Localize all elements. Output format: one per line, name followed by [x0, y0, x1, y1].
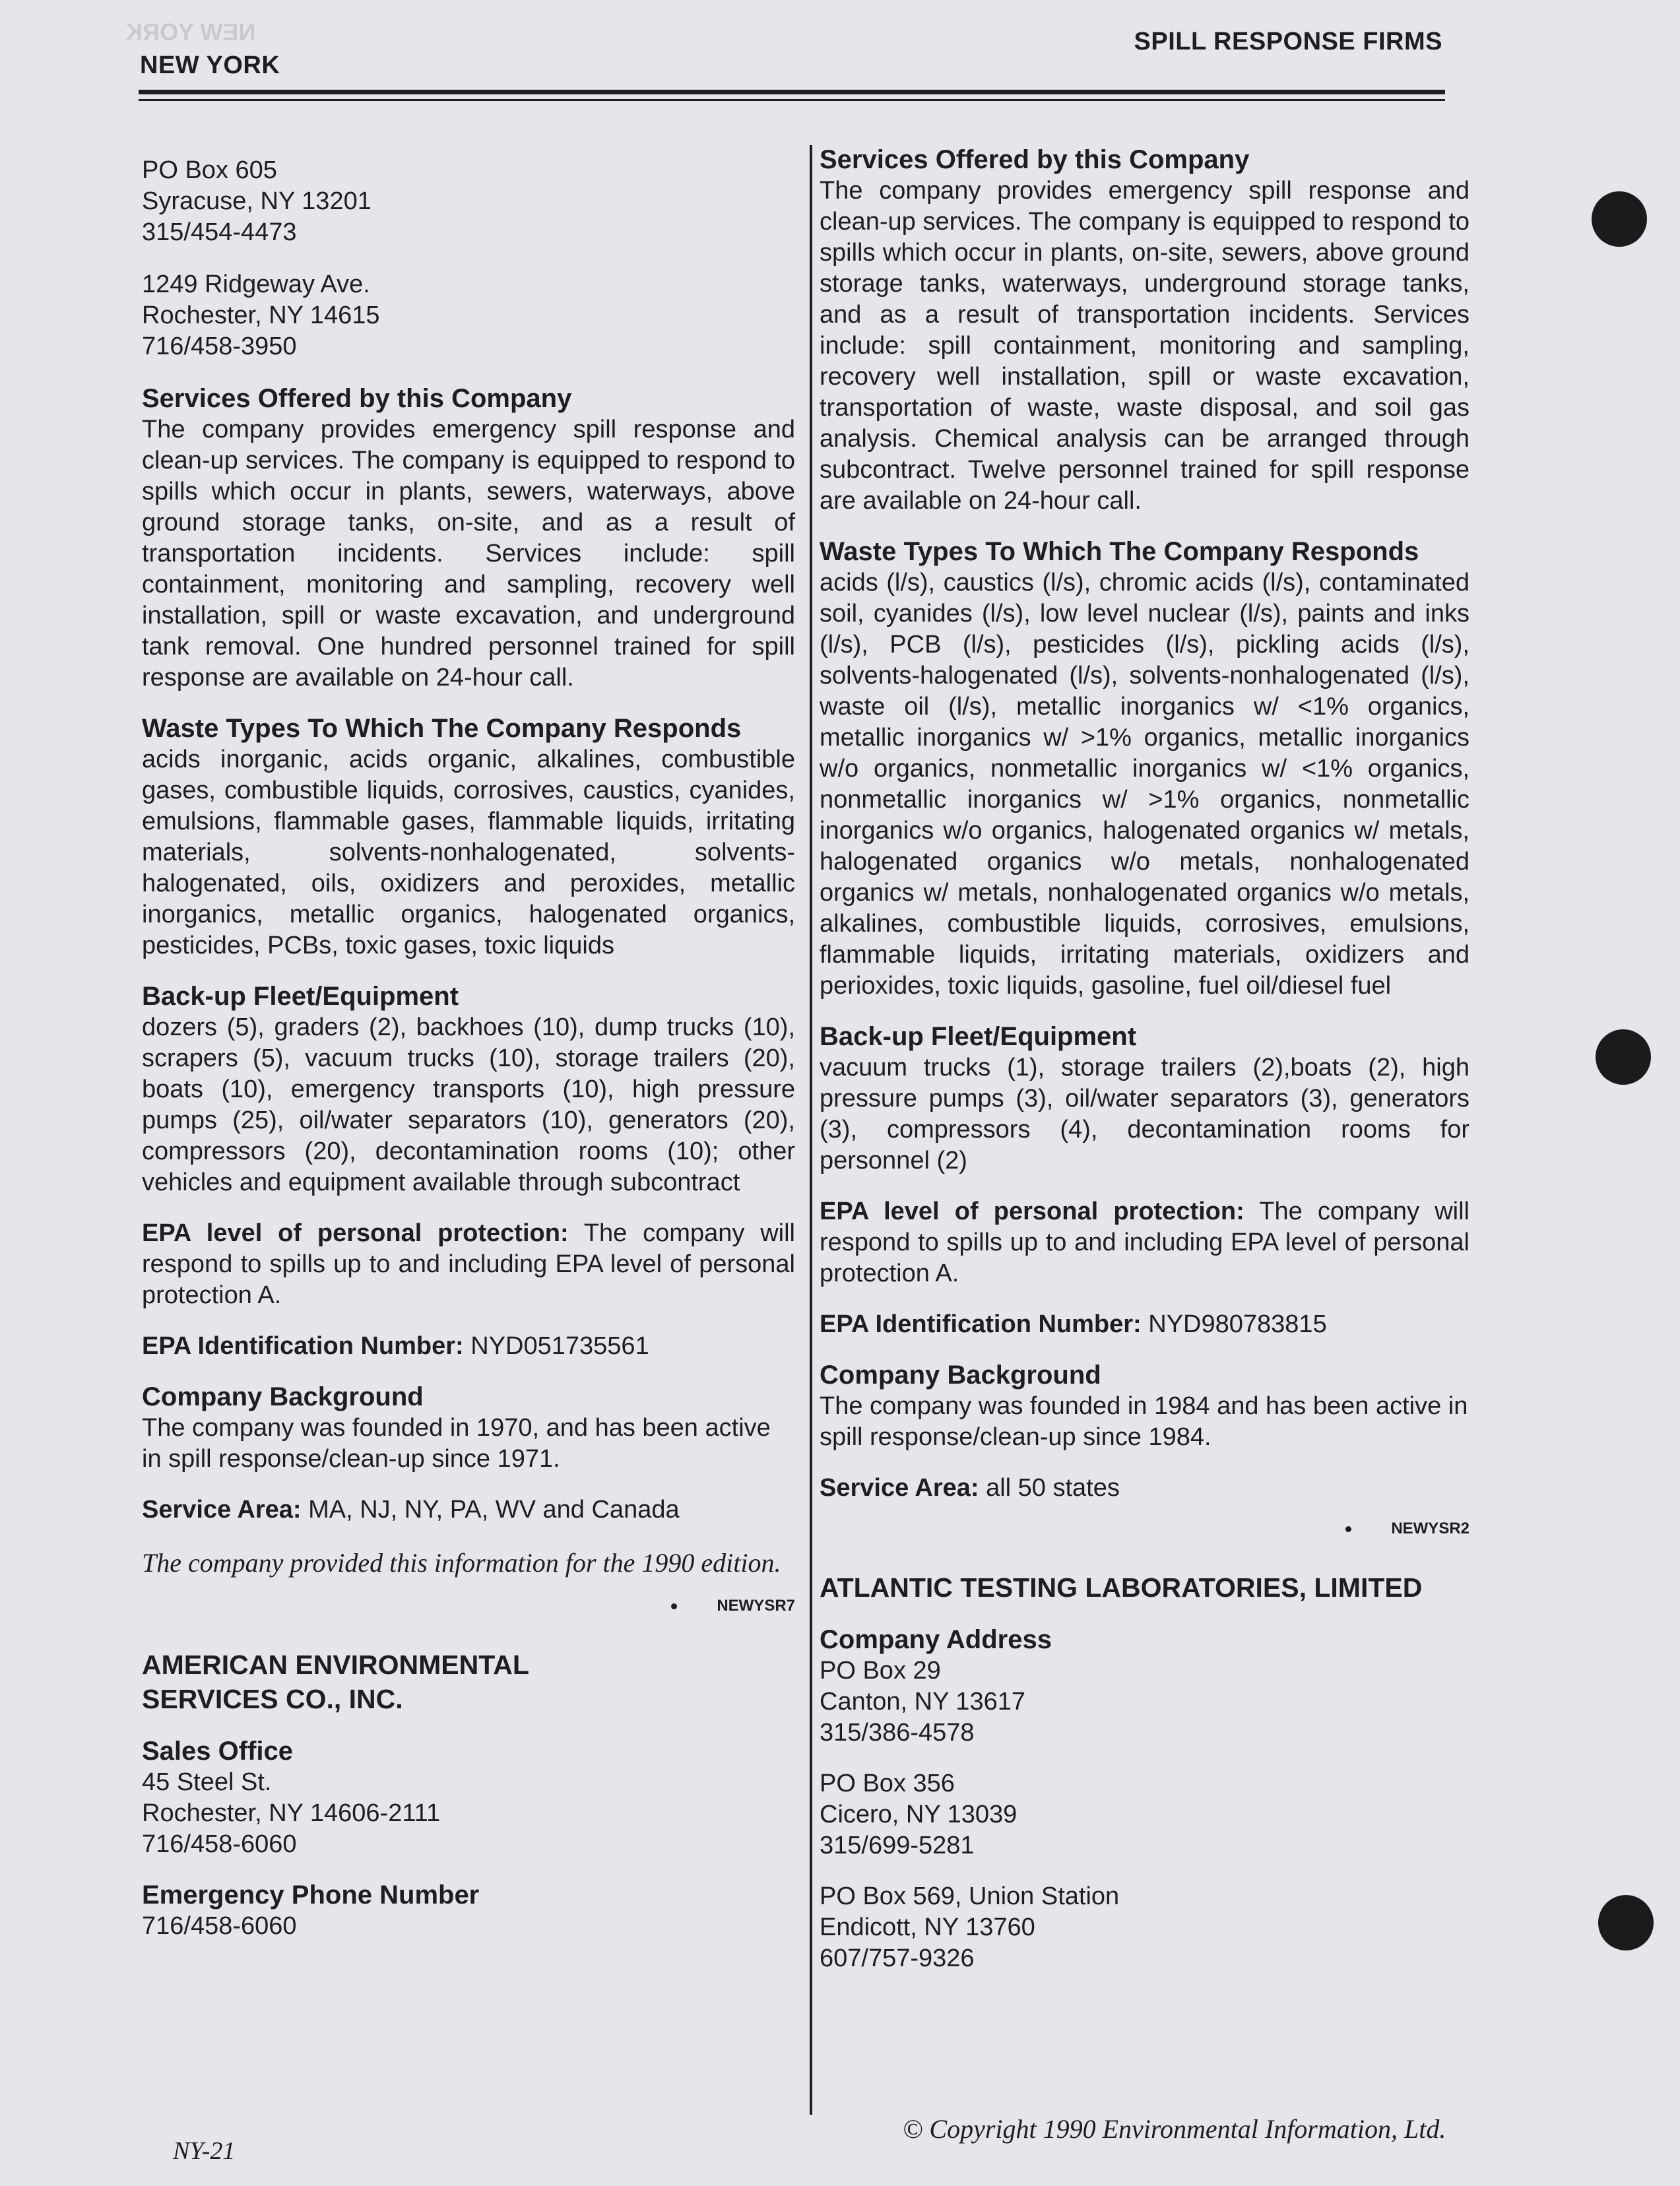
address-block [142, 269, 795, 362]
epa-level-section [142, 1218, 795, 1311]
background-section [142, 1382, 795, 1475]
emergency-phone-number: 716/458-6060 [142, 1912, 297, 1940]
waste-types-heading: Waste Types To Which The Company Responds [142, 714, 742, 743]
emergency-phone-section [142, 1880, 795, 1942]
record-code [820, 1513, 1470, 1544]
address-line: PO Box 356 [820, 1770, 955, 1797]
binder-hole-bottom [1598, 1895, 1654, 1950]
phone-number: 315/386-4578 [820, 1719, 975, 1747]
address-line: Syracuse, NY 13201 [142, 187, 372, 215]
header-rule-thick [139, 90, 1445, 94]
mirror-bleed-text: NEW YORK [125, 18, 256, 46]
background-text: The company was founded in 1984 and has been active in spill response/clean-up since 1984. [820, 1392, 1468, 1451]
services-text: The company provides emergency spill response and clean-up services. The company is equipped to respond to spills which occur in plants, on-site, sewers, above ground storage tanks, waterways, underground storage tanks, and as a result of transportation incidents. Services include: spill containment, monitoring and sampling, recovery well installation, spill or waste excavation, transportation of waste, waste disposal, and soil gas analysis. Chemical analysis can be arranged through subcontract. Twelve personnel trained for spill response are available on 24-hour call. [820, 177, 1470, 515]
epa-id-heading: EPA Identification Number: [142, 1332, 464, 1360]
header-section-title: SPILL RESPONSE FIRMS [1134, 28, 1442, 55]
right-column [820, 145, 1470, 1994]
sales-office-heading: Sales Office [142, 1737, 294, 1766]
address-line: Cicero, NY 13039 [820, 1801, 1018, 1828]
epa-level-heading: EPA level of personal protection: [142, 1219, 569, 1247]
bullet-dot [1345, 1526, 1351, 1532]
address-line: 45 Steel St. [142, 1768, 272, 1796]
epa-id-value: NYD051735561 [470, 1332, 649, 1360]
service-area-value: all 50 states [986, 1474, 1120, 1502]
background-heading: Company Background [142, 1382, 424, 1411]
services-section [142, 383, 795, 693]
address-line: Rochester, NY 14606-2111 [142, 1799, 441, 1827]
background-heading: Company Background [820, 1361, 1101, 1390]
address-block [820, 1881, 1470, 1974]
service-area-value: MA, NJ, NY, PA, WV and Canada [308, 1496, 680, 1524]
service-area-heading: Service Area: [142, 1496, 302, 1524]
firm-name-line: SERVICES CO., INC. [142, 1684, 403, 1714]
phone-number: 315/699-5281 [820, 1832, 975, 1859]
firm-name: ATLANTIC TESTING LABORATORIES, LIMITED [820, 1572, 1423, 1603]
firm-name-line: AMERICAN ENVIRONMENTAL [142, 1650, 529, 1680]
phone-number: 716/458-6060 [142, 1830, 297, 1858]
epa-id-value: NYD980783815 [1148, 1310, 1327, 1338]
epa-id-section [820, 1309, 1470, 1340]
fleet-section [142, 981, 795, 1198]
phone-number: 607/757-9326 [820, 1945, 975, 1972]
address-line: Canton, NY 13617 [820, 1688, 1025, 1716]
service-area-section [142, 1495, 795, 1526]
edition-note: The company provided this information for the 1990 edition. [142, 1548, 781, 1578]
services-heading: Services Offered by this Company [142, 384, 572, 413]
binder-hole-top [1592, 191, 1647, 247]
address-line: PO Box 29 [820, 1657, 941, 1685]
fleet-section [820, 1021, 1470, 1176]
fleet-heading: Back-up Fleet/Equipment [820, 1022, 1137, 1051]
services-text: The company provides emergency spill response and clean-up services. The company is equipped to respond to spills which occur in plants, sewers, waterways, above ground storage tanks, on-site, and as a result of transportation incidents. Services include: spill containment, monitoring and sampling, recovery well installation, spill or waste excavation, and underground tank removal. One hundred personnel trained for spill response are available on 24-hour call. [142, 416, 795, 691]
services-section [820, 145, 1470, 517]
epa-level-text: The company will respond to spills up to and including EPA level of personal protection A. [820, 1198, 1470, 1287]
address-line: PO Box 605 [142, 156, 277, 184]
emergency-phone-heading: Emergency Phone Number [142, 1881, 480, 1910]
address-block [142, 155, 795, 248]
company-address-heading: Company Address [820, 1625, 1052, 1654]
fleet-text: dozers (5), graders (2), backhoes (10), dump trucks (10), scrapers (5), vacuum trucks (10), storage trailers (20), boats (10), emergency transports (10), high pressure pumps (25), oil/water separators (10), generators (20), compressors (20), decontamination rooms (10); other vehicles and equipment available through subcontract [142, 1013, 795, 1196]
epa-id-section [142, 1331, 795, 1362]
copyright-notice: © Copyright 1990 Environmental Information, Ltd. [903, 2114, 1446, 2144]
address-line: Rochester, NY 14615 [142, 302, 380, 329]
fleet-heading: Back-up Fleet/Equipment [142, 982, 459, 1011]
phone-number: 716/458-3950 [142, 333, 297, 360]
address-line: Endicott, NY 13760 [820, 1913, 1035, 1941]
address-block [820, 1768, 1470, 1861]
background-text: The company was founded in 1970, and has been active in spill response/clean-up since 1971. [142, 1414, 771, 1473]
fleet-text: vacuum trucks (1), storage trailers (2),boats (2), high pressure pumps (3), oil/water separators (3), generators (3), compressors (4), decontamination rooms for personnel (2) [820, 1054, 1470, 1174]
service-area-heading: Service Area: [820, 1474, 979, 1502]
services-heading: Services Offered by this Company [820, 145, 1250, 174]
waste-types-text: acids (l/s), caustics (l/s), chromic acids (l/s), contaminated soil, cyanides (l/s), low level nuclear (l/s), paints and inks (l/s), PCB (l/s), pesticides (l/s), pickling acids (l/s), solvents-halogenated (l/s), solvents-nonhalogenated (l/s), waste oil (l/s), metallic inorganics w/ <1% organics, metallic inorganics w/ >1% organics, metallic inorganics w/o organics, nonmetallic inorganics w/ <1% organics, nonmetallic inorganics w/ >1% organics, nonmetallic inorganics w/o organics, halogenated organics w/ metals, halogenated organics w/o metals, nonhalogenated organics w/ metals, nonhalogenated organics w/o metals, alkalines, combustible liquids, corrosives, emulsions, flammable liquids, irritating materials, oxidizers and perioxides, toxic liquids, gasoline, fuel oil/diesel fuel [820, 569, 1470, 1000]
record-code-text: NEWYSR2 [1391, 1520, 1470, 1537]
waste-types-section [820, 536, 1470, 1002]
epa-level-section [820, 1196, 1470, 1289]
service-area-section [820, 1473, 1470, 1504]
sales-office-section [142, 1736, 795, 1860]
header-state: NEW YORK [140, 51, 280, 79]
address-line: 1249 Ridgeway Ave. [142, 271, 370, 298]
record-code-text: NEWYSR7 [717, 1597, 795, 1615]
binder-hole-middle [1596, 1029, 1651, 1085]
company-address-section [820, 1624, 1470, 1749]
header-rule-thin [139, 99, 1445, 101]
firm-name [142, 1648, 795, 1716]
column-divider [810, 145, 812, 2115]
left-column [142, 155, 795, 1962]
address-line: PO Box 569, Union Station [820, 1882, 1120, 1910]
page-number: NY-21 [173, 2137, 236, 2165]
waste-types-section [142, 713, 795, 961]
epa-level-text: The company will respond to spills up to and including EPA level of personal protection A. [142, 1219, 796, 1309]
bullet-dot [671, 1603, 677, 1609]
record-code [142, 1590, 795, 1621]
waste-types-text: acids inorganic, acids organic, alkalines, combustible gases, combustible liquids, corrosives, caustics, cyanides, emulsions, flammable gases, flammable liquids, irritating materials, solvents-nonhalogenated, solvents-halogenated, oils, oxidizers and peroxides, metallic inorganics, metallic organics, halogenated organics, pesticides, PCBs, toxic gases, toxic liquids [142, 746, 795, 959]
background-section [820, 1360, 1470, 1453]
waste-types-heading: Waste Types To Which The Company Responds [820, 537, 1419, 566]
epa-id-heading: EPA Identification Number: [820, 1310, 1142, 1338]
epa-level-heading: EPA level of personal protection: [820, 1198, 1244, 1225]
phone-number: 315/454-4473 [142, 218, 297, 246]
